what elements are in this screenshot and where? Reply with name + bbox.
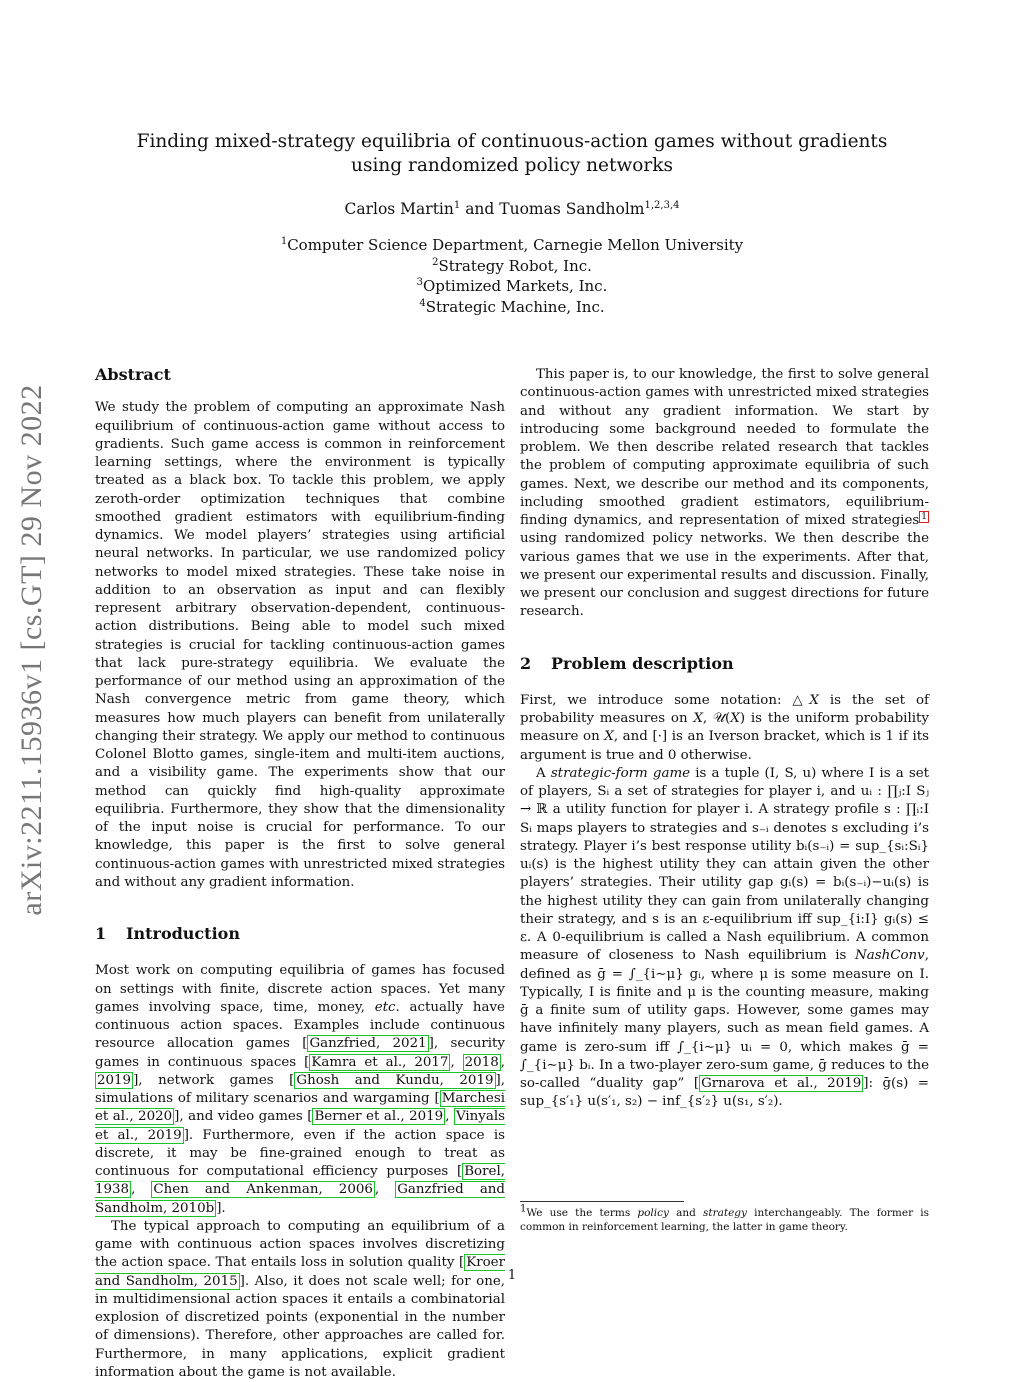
left-column — [95, 366, 505, 1382]
abstract-text: We study the problem of computing an approximate Nash equilibrium of continuous-action game without access to gradients. Such game access is common in reinforcement learning settings, where the environment is typically treated as a black box. To tackle this problem, we apply zeroth-order optimization techniques that combine smoothed gradient estimators with equilibrium-finding dynamics. We model players’ strategies using artificial neural networks. In particular, we use randomized policy networks to model mixed strategies. These take noise in addition to an observation as input and can flexibly represent arbitrary observation-dependent, continuous-action distributions. Being able to model such mixed strategies is crucial for tackling continuous-action games that lack pure-strategy equilibria. We evaluate the performance of our method using an approximation of the Nash convergence metric from game theory, which measures how much players can benefit from unilaterally changing their strategy. We apply our method to continuous Colonel Blotto games, single-item and multi-item auctions, and a visibility game. The experiments show that our method can quickly find high-quality approximate equilibria. Furthermore, they show that the dimensionality of the input noise is crucial for performance. To our knowledge, this paper is the first to solve general continuous-action games with unrestricted mixed strategies and without any gradient information. — [95, 400, 505, 890]
problem-paragraph-1: First, we introduce some notation: △X is the set of probability measures on X, 𝒰(X) is the uniform probability measure on X, and [·] is an Iverson bracket, which is 1 if its argument is true and 0 otherwise. — [520, 692, 929, 763]
intro-paragraph-3: This paper is, to our knowledge, the first to solve general continuous-action games with unrestricted mixed strategies and without any gradient information. We start by introducing some background needed to formulate the problem. We then describe related research that tackles the problem of computing approximate equilibria of such games. Next, we describe our method and its components, including smoothed gradient estimators, equilibrium-finding dynamics, and representation of mixed strategies $^1$ using randomized policy networks. We then describe the various games that we use in the experiments. After that, we present our experimental results and discussion. Finally, we present our conclusion and suggest directions for future research. — [520, 367, 929, 620]
citation-link[interactable]: Kamra et al., 2017 — [311, 1054, 449, 1070]
section-heading-problem: 2 Problem description — [520, 653, 734, 673]
citation-link[interactable]: 2018 — [464, 1054, 499, 1070]
paper-title: Finding mixed-strategy equilibria of continuous-action games without gradients using randomized policy networks — [136, 131, 888, 176]
affiliations — [0, 235, 1024, 317]
intro-paragraph-2: The typical approach to computing an equilibrium of a game with continuous action spaces involves discretizing the action space. That entails loss in solution quality [ Kroer and Sandholm, 2015 ]. Also, it does not scale well; for one, in multidimensional action spaces it entails a combinatorial explosion of discretized points (exponential in the number of dimensions). Therefore, other approaches are called for. Furthermore, in many applications, explicit gradient information about the game is not available. — [95, 1218, 505, 1380]
citation-link[interactable]: Kroer and Sandholm, 2015 — [95, 1255, 505, 1289]
footnote: $^1$We use the terms policy and strategy interchangeably. The former is common in reinforcement learning, the latter in game theory. — [520, 1203, 929, 1233]
citation-link[interactable]: Berner et al., 2019 — [314, 1109, 444, 1125]
citation-link[interactable]: Ganzfried and Sandholm, 2010b — [95, 1182, 505, 1216]
affiliation: $^1$Computer Science Department, Carnegie Mellon University — [280, 236, 744, 254]
affiliation: $^4$Strategic Machine, Inc. — [419, 297, 605, 316]
footnote-link[interactable]: 1 — [921, 511, 927, 522]
citation-link[interactable]: Ganzfried, 2021 — [309, 1036, 427, 1052]
authors: Carlos Martin$^1$ and Tuomas Sandholm$^{1,2,3,4}$ — [344, 199, 680, 218]
author-2: Tuomas Sandholm — [499, 200, 645, 218]
citation-link[interactable]: Grnarova et al., 2019 — [701, 1076, 862, 1091]
abstract-heading: Abstract — [95, 365, 171, 384]
citation-link[interactable]: Ghosh and Kundu, 2019 — [296, 1072, 494, 1088]
section-heading-introduction: 1 Introduction — [95, 924, 240, 943]
citation-link[interactable]: 2019 — [97, 1072, 132, 1088]
footnote-divider — [520, 1201, 684, 1202]
intro-paragraph-1: Most work on computing equilibria of games has focused on settings with finite, discrete action spaces. Yet many games involving space, time, money, etc. actually have continuous action spaces. Examples include continuous resource allocation games [ Ganzfried, 2021 ], security games in continuous spaces [ Kamra et al., 2017 , 2018 , 2019 ], network games [ Ghosh and Kundu, 2019 ], simulations of military scenarios and wargaming [ Marchesi et al., 2020 ], and video games [ Berner et al., 2019 , Vinyals et al., 2019 ]. Furthermore, even if the action space is discrete, it may be fine-grained enough to treat as continuous for computational efficiency purposes [ Borel, 1938 , Chen and Ankenman, 2006 , Ganzfried and Sandholm, 2010b ]. — [95, 963, 505, 1216]
problem-paragraph-2: A strategic-form game is a tuple (I, S, u) where I is a set of players, Sᵢ a set of strategies for player i, and uᵢ : ∏ⱼ:I Sⱼ → ℝ a utility function for player i. A strategy profile s : ∏ᵢ:I Sᵢ maps players to strategies and s₋ᵢ denotes s excluding i’s strategy. Player i’s best response utility bᵢ(s₋ᵢ) = sup_{sᵢ:Sᵢ} uᵢ(s) is the highest utility they can attain given the other players’ strategies. Their utility gap gᵢ(s) = bᵢ(s₋ᵢ)−uᵢ(s) is the highest utility they can gain from unilaterally changing their strategy, and s is an ε-equilibrium iff sup_{i:I} gᵢ(s) ≤ ε. A 0-equilibrium is called a Nash equilibrium. A common measure of closeness to Nash equilibrium is NashConv, defined as ḡ = ∫_{i∼μ} gᵢ, where μ is some measure on I. Typically, I is finite and μ is the counting measure, making ḡ a finite sum of utility gaps. However, some games may have infinitely many players, such as mean field games. A game is zero-sum iff ∫_{i∼μ} uᵢ = 0, which makes ḡ = ∫_{i∼μ} bᵢ. In a two-player zero-sum game, ḡ reduces to the so-called “duality gap” [ Grnarova et al., 2019 ]: ḡ(s) = sup_{s′₁} u(s′₁, s₂) − inf_{s′₂} u(s₁, s′₂). — [520, 765, 929, 1110]
affiliation: $^2$Strategy Robot, Inc. — [432, 256, 592, 275]
author-1: Carlos Martin — [344, 200, 454, 218]
arxiv-id: arXiv:2211.15936v1 [cs.GT] 29 Nov 2022 — [15, 384, 48, 916]
right-column — [520, 366, 929, 1112]
affiliation: $^3$Optimized Markets, Inc. — [416, 277, 608, 295]
citation-link[interactable]: Marchesi et al., 2020 — [95, 1091, 505, 1125]
page-number: 1 — [507, 1268, 517, 1283]
citation-link[interactable]: Vinyals et al., 2019 — [95, 1109, 505, 1143]
citation-link[interactable]: Chen and Ankenman, 2006 — [153, 1182, 373, 1198]
citation-link[interactable]: Borel, 1938 — [95, 1164, 505, 1198]
